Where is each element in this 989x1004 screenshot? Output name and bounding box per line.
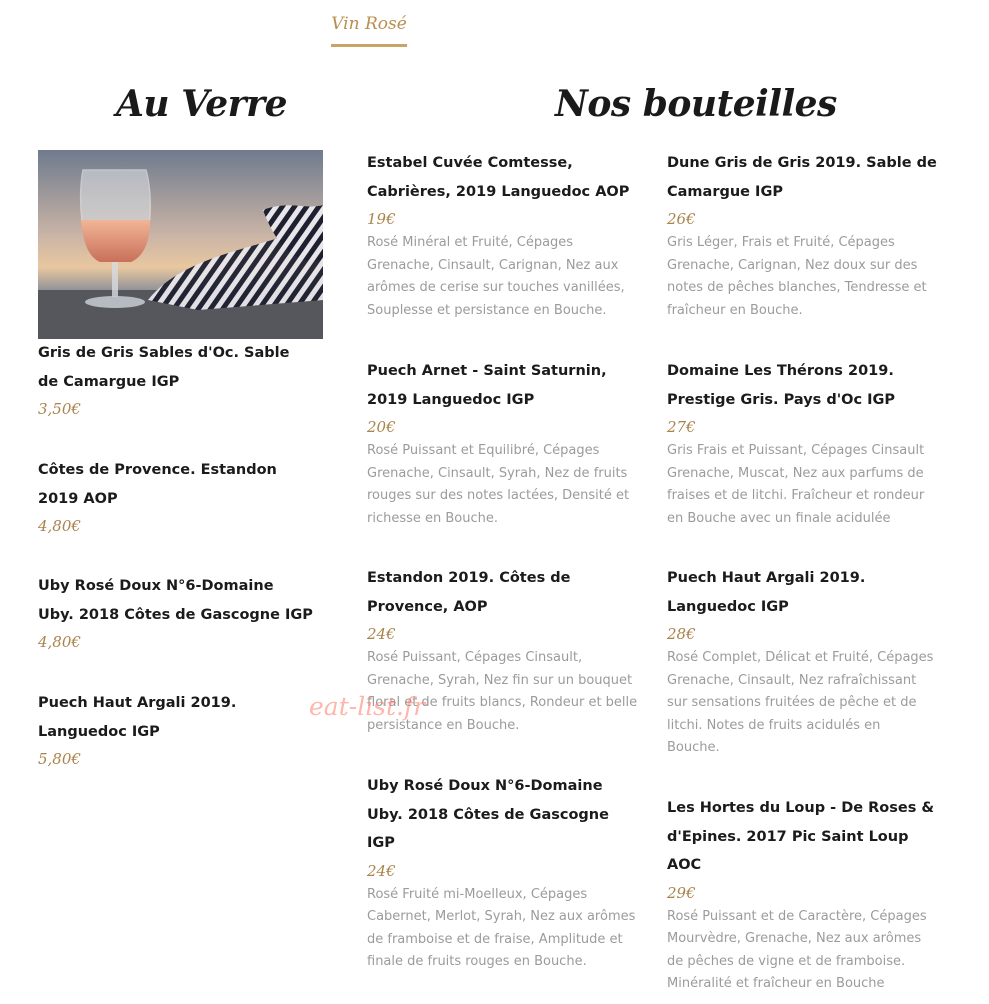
list-item [367,357,639,530]
wine-name: Côtes de Provence. Estandon 2019 AOP [38,462,277,507]
wine-price: 3,50€ [38,400,81,418]
wine-price: 4,80€ [38,517,81,535]
heading-au-verre: Au Verre [116,83,288,125]
wine-description: Gris Frais et Puissant, Cépages Cinsault Grenache, Muscat, Nez aux parfums de fraises et de litchi. Fraîcheur et rondeur en Bouche avec un finale acidulée [667,443,925,526]
list-item [667,794,937,996]
list-item [667,149,937,322]
wine-price: 29€ [667,883,696,902]
wine-description: Rosé Complet, Délicat et Fruité, Cépages Grenache, Cinsault, Nez rafraîchissant sur sensations fruitées de pêche et de litchi. Notes de fruits acidulés en Bouche. [667,650,934,756]
wine-description: Gris Léger, Frais et Fruité, Cépages Grenache, Carignan, Nez doux sur des notes de pêches blanches, Tendresse et fraîcheur en Bouche. [667,235,927,318]
wine-name: Les Hortes du Loup - De Roses & d'Epines. 2017 Pic Saint Loup AOC [667,800,935,873]
list-item [38,689,313,772]
wine-description: Rosé Puissant, Cépages Cinsault, Grenache, Syrah, Nez fin sur un bouquet floral et de fruits blancs, Rondeur et belle persistance en Bouche. [367,650,638,733]
tab-active-underline [331,44,407,47]
list-item [38,339,313,422]
wine-price: 19€ [367,210,396,228]
wine-price: 24€ [367,625,396,643]
list-item [667,357,937,530]
list-item [38,572,313,655]
wine-name: Puech Arnet - Saint Saturnin, 2019 Languedoc IGP [367,363,607,408]
wine-price: 24€ [367,861,396,880]
tab-vin-rose[interactable]: Vin Rosé [331,14,407,34]
wine-price: 27€ [667,418,696,436]
list-item [667,564,937,760]
wine-name: Gris de Gris Sables d'Oc. Sable de Camargue IGP [38,345,290,390]
wine-price: 28€ [667,625,696,643]
wine-description: Rosé Puissant et de Caractère, Cépages Mourvèdre, Grenache, Nez aux arômes de pêches de vigne et de framboise. Minéralité et fraîcheur en Bouche [667,908,927,992]
wine-description: Rosé Minéral et Fruité, Cépages Grenache, Cinsault, Carignan, Nez aux arômes de cerise sur touches vanillées, Souplesse et persistance en Bouche. [367,235,625,318]
wine-name: Puech Haut Argali 2019. Languedoc IGP [667,570,866,615]
wine-name: Domaine Les Thérons 2019. Prestige Gris. Pays d'Oc IGP [667,363,896,408]
wine-name: Puech Haut Argali 2019. Languedoc IGP [38,695,237,740]
list-item [367,772,639,974]
wine-name: Estabel Cuvée Comtesse, Cabrières, 2019 Languedoc AOP [367,155,630,200]
watermark: eat-list.fr [309,692,426,721]
rose-wine-glass-photo [38,150,323,339]
wine-price: 20€ [367,418,396,436]
wine-price: 4,80€ [38,633,81,651]
list-item [38,456,313,539]
wine-price: 5,80€ [38,750,81,768]
wine-name: Estandon 2019. Côtes de Provence, AOP [367,570,571,615]
wine-name: Uby Rosé Doux N°6-Domaine Uby. 2018 Côtes de Gascogne IGP [367,778,609,851]
wine-price: 26€ [667,210,696,228]
wine-description: Rosé Fruité mi-Moelleux, Cépages Cabernet, Merlot, Syrah, Nez aux arômes de framboise et de fraise, Amplitude et finale de fruits rouges en Bouche. [367,886,636,970]
wine-name: Dune Gris de Gris 2019. Sable de Camargue IGP [667,155,937,200]
heading-nos-bouteilles: Nos bouteilles [555,83,837,125]
list-item [367,149,639,322]
wine-name: Uby Rosé Doux N°6-Domaine Uby. 2018 Côtes de Gascogne IGP [38,578,313,623]
wine-description: Rosé Puissant et Equilibré, Cépages Grenache, Cinsault, Syrah, Nez de fruits rouges sur des notes lactées, Densité et richesse en Bouche. [367,443,630,526]
